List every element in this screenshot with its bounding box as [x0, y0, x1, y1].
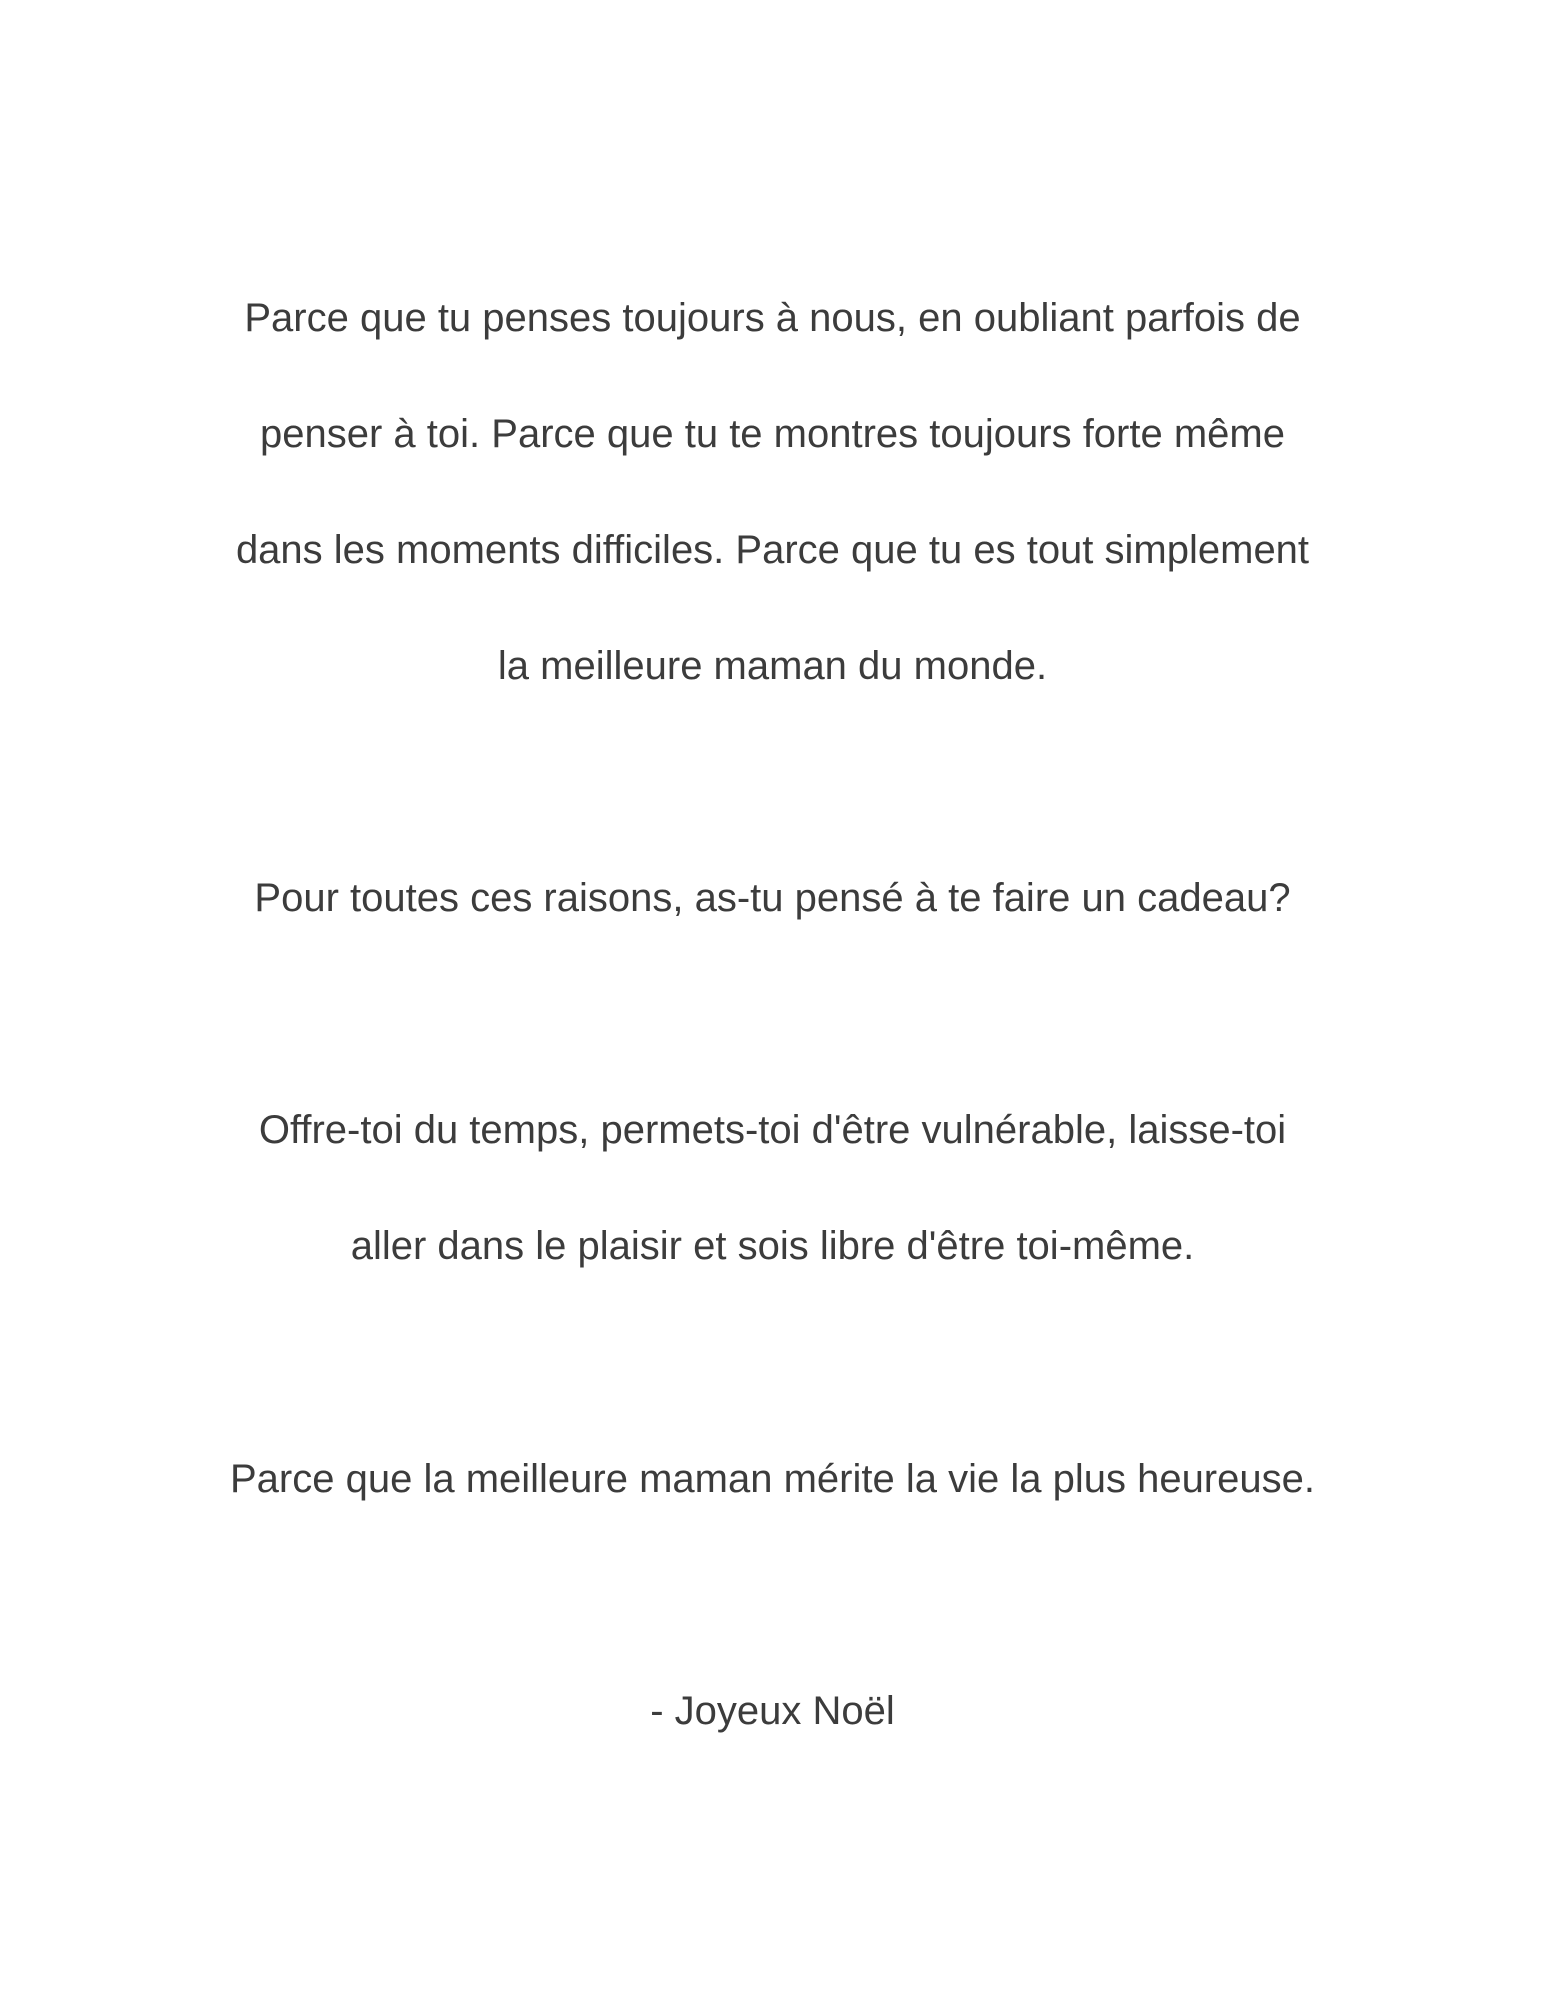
paragraph-1-line-1: Parce que tu penses toujours à nous, en oubliant parfois de [244, 296, 1301, 340]
paragraph-4-line-1: Parce que la meilleure maman mérite la vie la plus heureuse. [230, 1457, 1315, 1501]
paragraph-3-line-1: Offre-toi du temps, permets-toi d'être vulnérable, laisse-toi [258, 1108, 1287, 1152]
paragraph-3-line-2: aller dans le plaisir et sois libre d'être toi-même. [350, 1224, 1195, 1268]
paragraph-1-line-4: la meilleure maman du monde. [497, 644, 1048, 688]
paragraph-2-line-1: Pour toutes ces raisons, as-tu pensé à te faire un cadeau? [254, 876, 1291, 920]
paragraph-1-line-2: penser à toi. Parce que tu te montres toujours forte même [260, 412, 1285, 456]
signature: - Joyeux Noël [650, 1689, 895, 1733]
paragraph-1-line-3: dans les moments difficiles. Parce que tu es tout simplement [235, 528, 1310, 572]
